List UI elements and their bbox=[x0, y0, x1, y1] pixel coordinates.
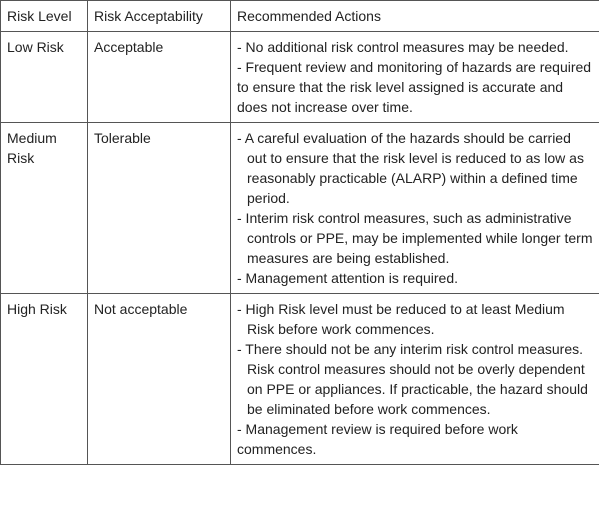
risk-acceptability-cell: Not acceptable bbox=[88, 294, 231, 465]
action-item: - No additional risk control measures may be needed. bbox=[237, 39, 569, 55]
table-row-high-risk bbox=[1, 294, 599, 465]
risk-level-cell: High Risk bbox=[1, 294, 88, 465]
header-risk-level: Risk Level bbox=[1, 1, 88, 32]
action-item: - There should not be any interim risk control measures. Risk control measures should not be overly dependent on PPE or appliances. If practicable, the hazard should be eliminated before work commences. bbox=[237, 341, 588, 417]
risk-acceptability-cell: Tolerable bbox=[88, 123, 231, 294]
header-recommended-actions: Recommended Actions bbox=[231, 1, 599, 32]
table-row-low-risk bbox=[1, 32, 599, 123]
table-row-medium-risk bbox=[1, 123, 599, 294]
action-item: - Interim risk control measures, such as administrative controls or PPE, may be implemented while longer term measures are being established. bbox=[237, 210, 593, 266]
recommended-actions-cell bbox=[231, 294, 599, 465]
action-item: - Management review is required before work commences. bbox=[237, 421, 518, 457]
table-header bbox=[1, 1, 599, 32]
risk-level-cell: Medium Risk bbox=[1, 123, 88, 294]
action-item: - Management attention is required. bbox=[237, 270, 459, 286]
action-item: - Frequent review and monitoring of hazards are required to ensure that the risk level assigned is accurate and does not increase over time. bbox=[237, 59, 592, 115]
header-row bbox=[1, 1, 599, 32]
action-item: - A careful evaluation of the hazards should be carried out to ensure that the risk level is reduced to as low as reasonably practicable (ALARP) within a defined time period. bbox=[237, 130, 584, 206]
recommended-actions-cell bbox=[231, 123, 599, 294]
risk-level-cell: Low Risk bbox=[1, 32, 88, 123]
action-item: - High Risk level must be reduced to at least Medium Risk before work commences. bbox=[237, 301, 565, 337]
recommended-actions-cell bbox=[231, 32, 599, 123]
table-body bbox=[1, 32, 599, 465]
header-risk-acceptability: Risk Acceptability bbox=[88, 1, 231, 32]
risk-acceptability-cell: Acceptable bbox=[88, 32, 231, 123]
